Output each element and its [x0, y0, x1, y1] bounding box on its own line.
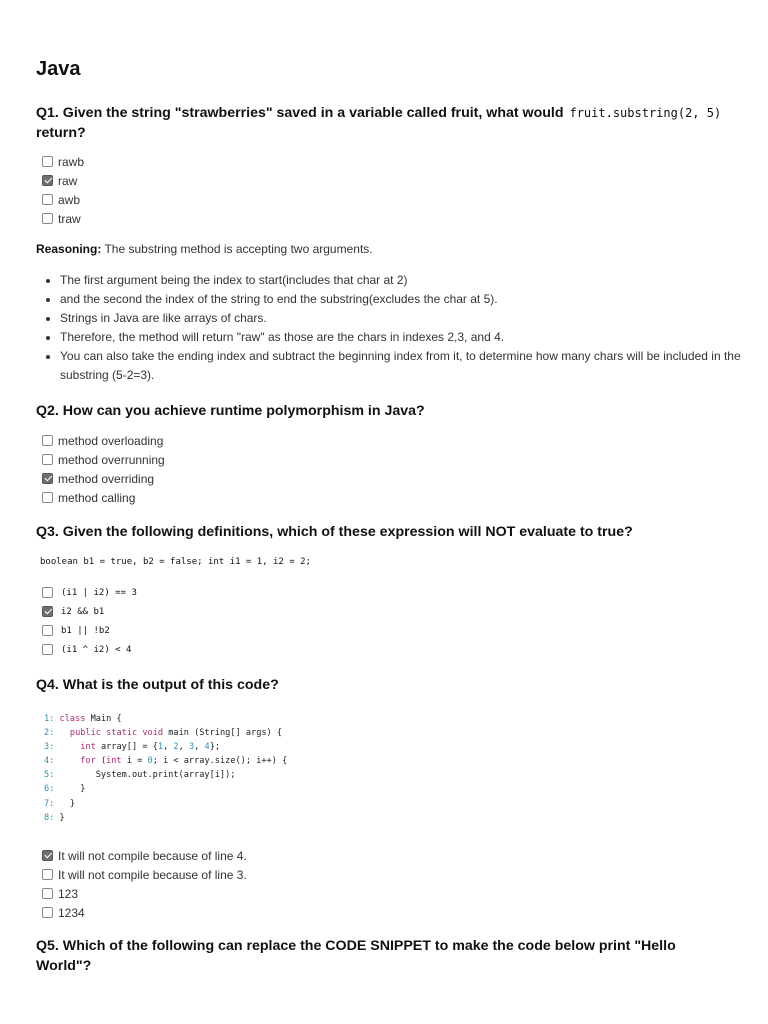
answer-option[interactable] — [36, 846, 736, 865]
code-line: 3: int array[] = {1, 2, 3, 4}; — [44, 742, 221, 753]
question-1 — [36, 103, 736, 143]
bullet-item: • You can also take the ending index and subtract the beginning index from it, to determine how many chars will be included in the substring (5-2=3). — [60, 347, 750, 385]
checkbox-icon[interactable] — [42, 625, 53, 636]
checkbox-icon[interactable] — [42, 194, 53, 205]
code-line: 6: } — [44, 784, 86, 795]
code-line: 5: System.out.print(array[i]); — [44, 770, 236, 781]
option-label: rawb — [58, 154, 85, 169]
option-label: method overriding — [58, 471, 155, 486]
answer-option[interactable] — [36, 903, 736, 922]
question-3-title: Q3. Given the following definitions, which of these expression will NOT evaluate to true? — [36, 524, 633, 540]
checkbox-icon[interactable] — [42, 454, 53, 465]
answer-option[interactable] — [36, 884, 736, 903]
answer-option[interactable] — [36, 602, 736, 621]
reasoning-text: The substring method is accepting two arguments. — [104, 242, 373, 256]
option-label: method overrunning — [58, 452, 165, 467]
option-label: 1234 — [58, 905, 85, 920]
question-4-options — [36, 846, 736, 922]
option-label: i2 && b1 — [61, 606, 105, 617]
question-5-title: Q5. Which of the following can replace the CODE SNIPPET to make the code below print "Hello World"? — [36, 938, 676, 974]
question-3 — [36, 522, 736, 542]
reasoning-bullets — [36, 271, 750, 385]
reasoning — [36, 242, 736, 256]
option-label: method overloading — [58, 433, 164, 448]
checked-checkbox-icon[interactable] — [42, 175, 53, 186]
option-label: method calling — [58, 490, 136, 505]
answer-option[interactable] — [36, 488, 736, 507]
answer-option[interactable] — [36, 190, 736, 209]
answer-option[interactable] — [36, 640, 736, 659]
option-label: It will not compile because of line 4. — [58, 848, 247, 863]
option-label: b1 || !b2 — [61, 625, 110, 636]
question-1-text: Q1. Given the string "strawberries" saved in a variable called fruit, what would — [36, 105, 564, 121]
code-line: 7: } — [44, 798, 76, 809]
question-4-code-block — [44, 712, 744, 825]
reasoning-label: Reasoning: — [36, 242, 102, 256]
question-5 — [36, 936, 716, 976]
answer-option[interactable] — [36, 431, 736, 450]
question-1-text-end: return? — [36, 125, 86, 141]
code-line: 2: public static void main (String[] args) { — [44, 728, 283, 739]
option-label: traw — [58, 211, 81, 226]
question-4 — [36, 675, 736, 695]
checkbox-icon[interactable] — [42, 156, 53, 167]
question-4-title: Q4. What is the output of this code? — [36, 677, 279, 693]
checked-checkbox-icon[interactable] — [42, 606, 53, 617]
code-line: 8: } — [44, 812, 65, 823]
option-label: (i1 | i2) == 3 — [61, 587, 137, 598]
bullet-item: • The first argument being the index to start(includes that char at 2) — [60, 271, 750, 290]
checkbox-icon[interactable] — [42, 888, 53, 899]
question-1-options — [36, 152, 736, 228]
option-label: awb — [58, 192, 81, 207]
checkbox-icon[interactable] — [42, 213, 53, 224]
question-3-options — [36, 583, 736, 659]
checkbox-icon[interactable] — [42, 435, 53, 446]
question-2 — [36, 401, 736, 421]
page-title: Java — [36, 58, 81, 80]
option-label: raw — [58, 173, 78, 188]
answer-option[interactable] — [36, 583, 736, 602]
answer-option[interactable] — [36, 171, 736, 190]
option-label: It will not compile because of line 3. — [58, 867, 247, 882]
answer-option[interactable] — [36, 865, 736, 884]
answer-option[interactable] — [36, 209, 736, 228]
code-line: 1: class Main { — [44, 714, 122, 724]
answer-option[interactable] — [36, 152, 736, 171]
question-1-title — [36, 103, 736, 143]
checkbox-icon[interactable] — [42, 492, 53, 503]
answer-option[interactable] — [36, 621, 736, 640]
answer-option[interactable] — [36, 450, 736, 469]
code-line: 4: for (int i = 0; i < array.size(); i++) { — [44, 756, 288, 767]
question-1-inline-code: fruit.substring(2, 5) — [569, 106, 722, 120]
option-label: (i1 ^ i2) < 4 — [61, 644, 132, 655]
checked-checkbox-icon[interactable] — [42, 473, 53, 484]
checked-checkbox-icon[interactable] — [42, 850, 53, 861]
checkbox-icon[interactable] — [42, 644, 53, 655]
question-3-code: boolean b1 = true, b2 = false; int i1 = 1, i2 = 2; — [40, 557, 311, 567]
option-label: 123 — [58, 886, 79, 901]
bullet-item: • Strings in Java are like arrays of chars. — [60, 309, 750, 328]
question-2-title: Q2. How can you achieve runtime polymorphism in Java? — [36, 403, 425, 419]
checkbox-icon[interactable] — [42, 869, 53, 880]
checkbox-icon[interactable] — [42, 907, 53, 918]
checkbox-icon[interactable] — [42, 587, 53, 598]
answer-option[interactable] — [36, 469, 736, 488]
bullet-item: • and the second the index of the string to end the substring(excludes the char at 5). — [60, 290, 750, 309]
question-2-options — [36, 431, 736, 507]
bullet-item: • Therefore, the method will return "raw" as those are the chars in indexes 2,3, and 4. — [60, 328, 750, 347]
